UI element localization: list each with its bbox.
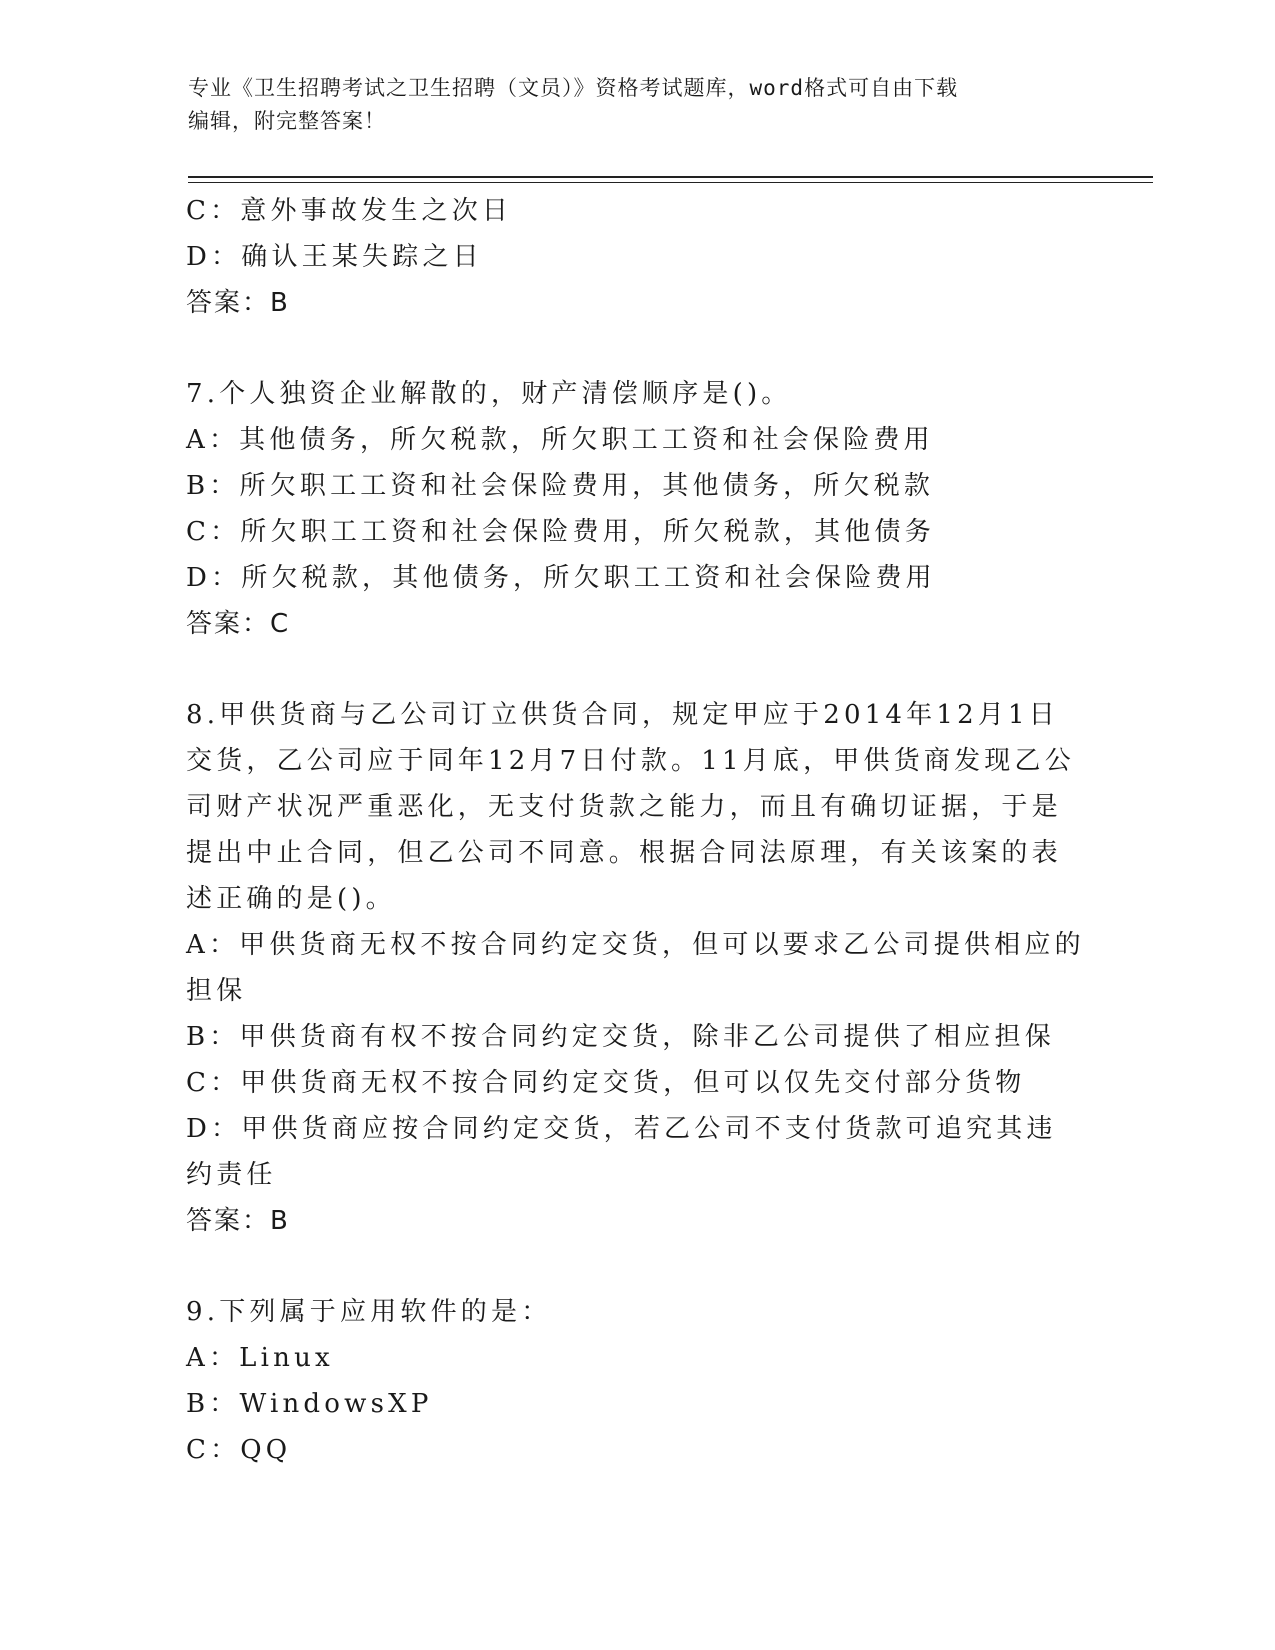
q8-stem: 8.甲供货商与乙公司订立供货合同，规定甲应于2014年12月1日交货，乙公司应于同年12月7日付款。11月底，甲供货商发现乙公司财产状况严重恶化，无支付货款之能力，而且有确切证据，于是提出中止合同，但乙公司不同意。根据合同法原理，有关该案的表述正确的是()。 — [186, 700, 1075, 914]
spacer — [186, 647, 1086, 692]
q8-option-c: C：甲供货商无权不按合同约定交货，但可以仅先交付部分货物 — [186, 1068, 1026, 1098]
spacer — [186, 1244, 1086, 1289]
header-divider-thin — [188, 182, 1153, 183]
question-8 — [186, 692, 1086, 1244]
q8-option-d: D：甲供货商应按合同约定交货，若乙公司不支付货款可追究其违约责任 — [186, 1114, 1057, 1190]
q8-answer: 答案：B — [186, 1206, 290, 1236]
q6-answer: 答案：B — [186, 288, 290, 318]
question-9 — [186, 1289, 1086, 1473]
header-divider-thick — [188, 176, 1153, 178]
q6-option-d: D：确认王某失踪之日 — [186, 242, 483, 272]
q7-option-c: C：所欠职工工资和社会保险费用，所欠税款，其他债务 — [186, 517, 935, 547]
header-title-line-1: 专业《卫生招聘考试之卫生招聘（文员）》资格考试题库，word格式可自由下载 — [188, 76, 959, 100]
q6-option-c: C：意外事故发生之次日 — [186, 196, 513, 226]
header-title-line-2: 编辑，附完整答案！ — [188, 109, 386, 133]
document-header — [188, 72, 1068, 138]
q7-answer: 答案：C — [186, 609, 291, 639]
q7-stem: 7.个人独资企业解散的，财产清偿顺序是()。 — [186, 379, 792, 409]
q9-option-a: A：Linux — [186, 1343, 334, 1373]
q9-option-c: C：QQ — [186, 1435, 292, 1465]
question-7 — [186, 371, 1086, 647]
q7-option-b: B：所欠职工工资和社会保险费用，其他债务，所欠税款 — [186, 471, 935, 501]
question-6-continued — [186, 188, 1086, 326]
q8-option-a: A：甲供货商无权不按合同约定交货，但可以要求乙公司提供相应的担保 — [186, 930, 1085, 1006]
q7-option-d: D：所欠税款，其他债务，所欠职工工资和社会保险费用 — [186, 563, 936, 593]
question-list — [186, 188, 1086, 1473]
q7-option-a: A：其他债务，所欠税款，所欠职工工资和社会保险费用 — [186, 425, 934, 455]
q8-option-b: B：甲供货商有权不按合同约定交货，除非乙公司提供了相应担保 — [186, 1022, 1055, 1052]
spacer — [186, 326, 1086, 371]
q9-stem: 9.下列属于应用软件的是： — [186, 1297, 552, 1327]
q9-option-b: B：WindowsXP — [186, 1389, 433, 1419]
